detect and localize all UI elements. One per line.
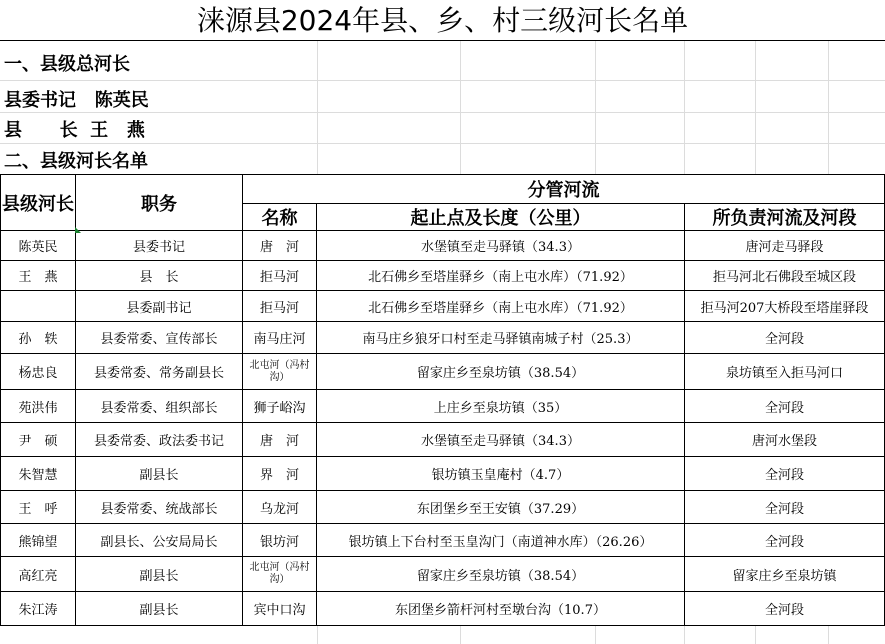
river-name-cell: 唐 河	[243, 423, 317, 457]
segment-cell: 泉坊镇至入拒马河口	[685, 354, 885, 390]
position-cell: 县委常委、常务副县长	[76, 354, 243, 390]
position-cell: 县委常委、政法委书记	[76, 423, 243, 457]
table-row	[1, 291, 885, 322]
range-cell: 上庄乡至泉坊镇（35）	[317, 390, 685, 423]
header-rivers-group: 分管河流	[243, 175, 885, 204]
segment-cell: 全河段	[685, 592, 885, 626]
table-row	[1, 423, 885, 457]
section1-heading: 一、县级总河长	[4, 54, 130, 75]
river-chief-table	[0, 174, 885, 626]
range-cell: 水堡镇至走马驿镇（34.3）	[317, 423, 685, 457]
table-header-row	[1, 175, 885, 204]
title-divider	[0, 40, 885, 41]
range-cell: 东团堡乡箭杆河村至墩台沟（10.7）	[317, 592, 685, 626]
segment-cell: 全河段	[685, 390, 885, 423]
range-cell: 银坊镇上下台村至玉皇沟门（南道神水库）（26.26）	[317, 524, 685, 557]
table-row	[1, 261, 885, 291]
river-name-cell: 北屯河（冯村沟）	[243, 354, 317, 390]
segment-cell: 拒马河北石佛段至城区段	[685, 261, 885, 291]
segment-cell: 全河段	[685, 322, 885, 354]
range-cell: 南马庄乡狼牙口村至走马驿镇南城子村（25.3）	[317, 322, 685, 354]
position-cell: 县委书记	[76, 231, 243, 261]
range-cell: 水堡镇至走马驿镇（34.3）	[317, 231, 685, 261]
position-cell: 副县长	[76, 457, 243, 491]
position-cell: 县委常委、宣传部长	[76, 322, 243, 354]
river-name-cell: 拒马河	[243, 261, 317, 291]
chief-cell: 陈英民	[1, 231, 76, 261]
segment-cell: 拒马河207大桥段至塔崖驿段	[685, 291, 885, 322]
table-row	[1, 354, 885, 390]
range-cell: 东团堡乡至王安镇（37.29）	[317, 491, 685, 524]
chief-cell: 王 呼	[1, 491, 76, 524]
header-chief: 县级河长	[1, 175, 76, 231]
page-title: 涞源县2024年县、乡、村三级河长名单	[196, 4, 689, 37]
county-head-line: 县 长 王 燕	[4, 120, 145, 141]
range-cell: 银坊镇玉皇庵村（4.7）	[317, 457, 685, 491]
header-river-name: 名称	[243, 204, 317, 231]
table-row	[1, 390, 885, 423]
river-name-cell: 唐 河	[243, 231, 317, 261]
position-cell: 副县长、公安局局长	[76, 524, 243, 557]
river-name-cell: 拒马河	[243, 291, 317, 322]
chief-cell	[1, 291, 76, 322]
cell-comment-marker	[75, 227, 81, 233]
river-name-cell: 北屯河（冯村沟）	[243, 557, 317, 592]
river-name-cell: 南马庄河	[243, 322, 317, 354]
river-name-cell: 宾中口沟	[243, 592, 317, 626]
position-cell: 县 长	[76, 261, 243, 291]
chief-cell: 熊锦望	[1, 524, 76, 557]
table-row	[1, 592, 885, 626]
segment-cell: 全河段	[685, 491, 885, 524]
position-cell: 副县长	[76, 557, 243, 592]
segment-cell: 留家庄乡至泉坊镇	[685, 557, 885, 592]
table-row	[1, 557, 885, 592]
range-cell: 留家庄乡至泉坊镇（38.54）	[317, 354, 685, 390]
range-cell: 北石佛乡至塔崖驿乡（南上屯水库）（71.92）	[317, 261, 685, 291]
header-position: 职务	[76, 175, 243, 231]
table-row	[1, 322, 885, 354]
chief-cell: 尹 硕	[1, 423, 76, 457]
segment-cell: 全河段	[685, 524, 885, 557]
grid-line	[0, 112, 885, 113]
grid-line	[0, 80, 885, 81]
segment-cell: 唐河水堡段	[685, 423, 885, 457]
position-cell: 县委常委、组织部长	[76, 390, 243, 423]
range-cell: 北石佛乡至塔崖驿乡（南上屯水库）（71.92）	[317, 291, 685, 322]
chief-cell: 杨忠良	[1, 354, 76, 390]
table-row	[1, 231, 885, 261]
river-name-cell: 银坊河	[243, 524, 317, 557]
chief-cell: 朱智慧	[1, 457, 76, 491]
chief-cell: 高红亮	[1, 557, 76, 592]
chief-cell: 孙 轶	[1, 322, 76, 354]
table-row	[1, 457, 885, 491]
table-row	[1, 524, 885, 557]
header-range: 起止点及长度（公里）	[317, 204, 685, 231]
river-name-cell: 乌龙河	[243, 491, 317, 524]
position-cell: 县委副书记	[76, 291, 243, 322]
header-segment: 所负责河流及河段	[685, 204, 885, 231]
section2-heading: 二、县级河长名单	[4, 151, 148, 172]
chief-cell: 苑洪伟	[1, 390, 76, 423]
segment-cell: 全河段	[685, 457, 885, 491]
position-cell: 副县长	[76, 592, 243, 626]
county-secretary-line: 县委书记 陈英民	[4, 90, 149, 111]
chief-cell: 朱江涛	[1, 592, 76, 626]
segment-cell: 唐河走马驿段	[685, 231, 885, 261]
chief-cell: 王 燕	[1, 261, 76, 291]
grid-line	[0, 143, 885, 144]
position-cell: 县委常委、统战部长	[76, 491, 243, 524]
river-name-cell: 界 河	[243, 457, 317, 491]
range-cell: 留家庄乡至泉坊镇（38.54）	[317, 557, 685, 592]
table-row	[1, 491, 885, 524]
river-name-cell: 狮子峪沟	[243, 390, 317, 423]
